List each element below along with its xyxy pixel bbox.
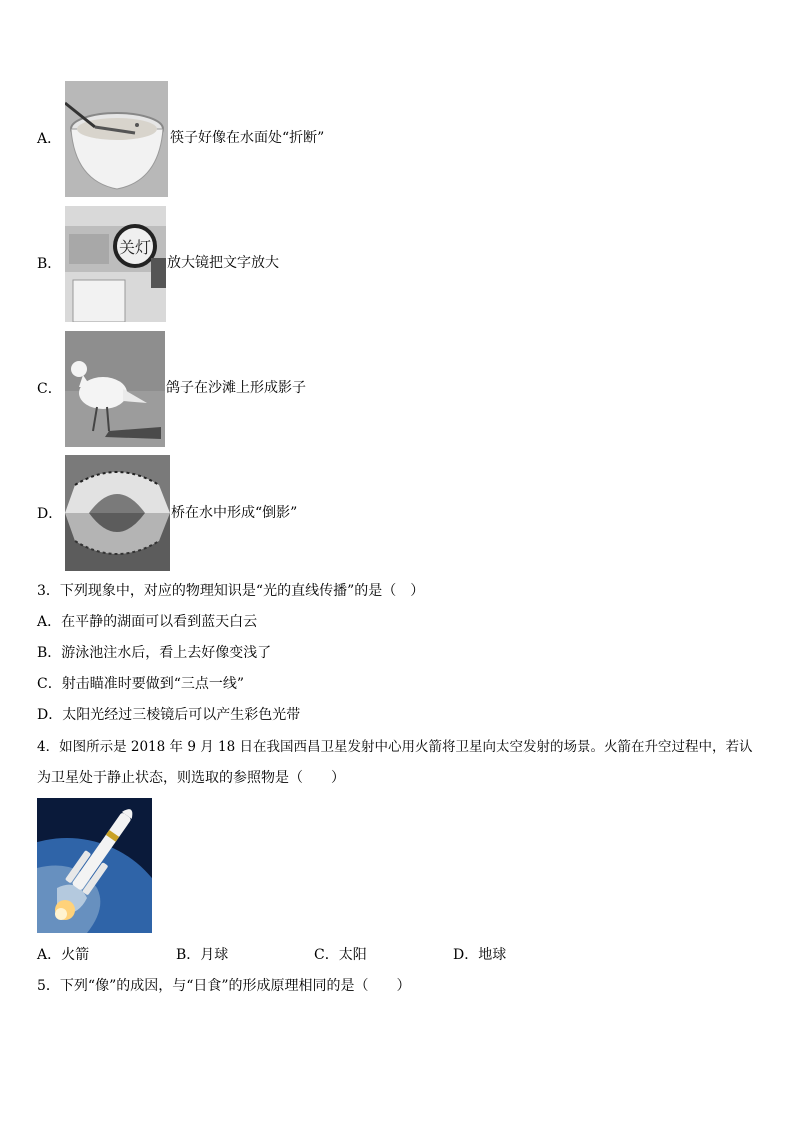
q4-option-a: A．火箭 — [37, 947, 90, 963]
option-letter-a: A． — [37, 131, 62, 147]
option-letter-b: B． — [37, 256, 62, 272]
q4-stem-line1: 4．如图所示是 2018 年 9 月 18 日在我国西昌卫星发射中心用火箭将卫星向太空发射的场景。火箭在升空过程中，若认 — [37, 739, 753, 755]
q3-option-d: D．太阳光经过三棱镜后可以产生彩色光带 — [37, 707, 301, 723]
chopsticks-bowl-image — [65, 81, 168, 197]
option-letter-d: D． — [37, 506, 63, 522]
q4-stem-line2: 为卫星处于静止状态，则选取的参照物是（ ） — [37, 770, 345, 786]
sign-text: 关灯 — [118, 238, 152, 257]
rocket-launch-image — [37, 798, 152, 933]
bridge-reflection-image — [65, 455, 170, 571]
q4-option-b: B．月球 — [176, 947, 229, 963]
option-text-a: 筷子好像在水面处“折断” — [170, 130, 325, 146]
option-letter-c: C． — [37, 381, 62, 397]
pigeon-shadow-image — [65, 331, 165, 447]
option-text-d: 桥在水中形成“倒影” — [171, 505, 298, 521]
q4-option-d: D．地球 — [453, 947, 507, 963]
q3-stem: 3．下列现象中，对应的物理知识是“光的直线传播”的是（ ） — [37, 583, 425, 599]
q3-option-a: A．在平静的湖面可以看到蓝天白云 — [37, 614, 258, 630]
magnifier-sign-image — [65, 206, 166, 322]
q4-option-c: C．太阳 — [314, 947, 367, 963]
option-text-b: 放大镜把文字放大 — [167, 255, 279, 271]
option-text-c: 鸽子在沙滩上形成影子 — [166, 380, 306, 396]
q3-option-b: B．游泳池注水后，看上去好像变浅了 — [37, 645, 272, 661]
q5-stem: 5．下列“像”的成因，与“日食”的形成原理相同的是（ ） — [37, 978, 411, 994]
q3-option-c: C．射击瞄准时要做到“三点一线” — [37, 676, 245, 692]
